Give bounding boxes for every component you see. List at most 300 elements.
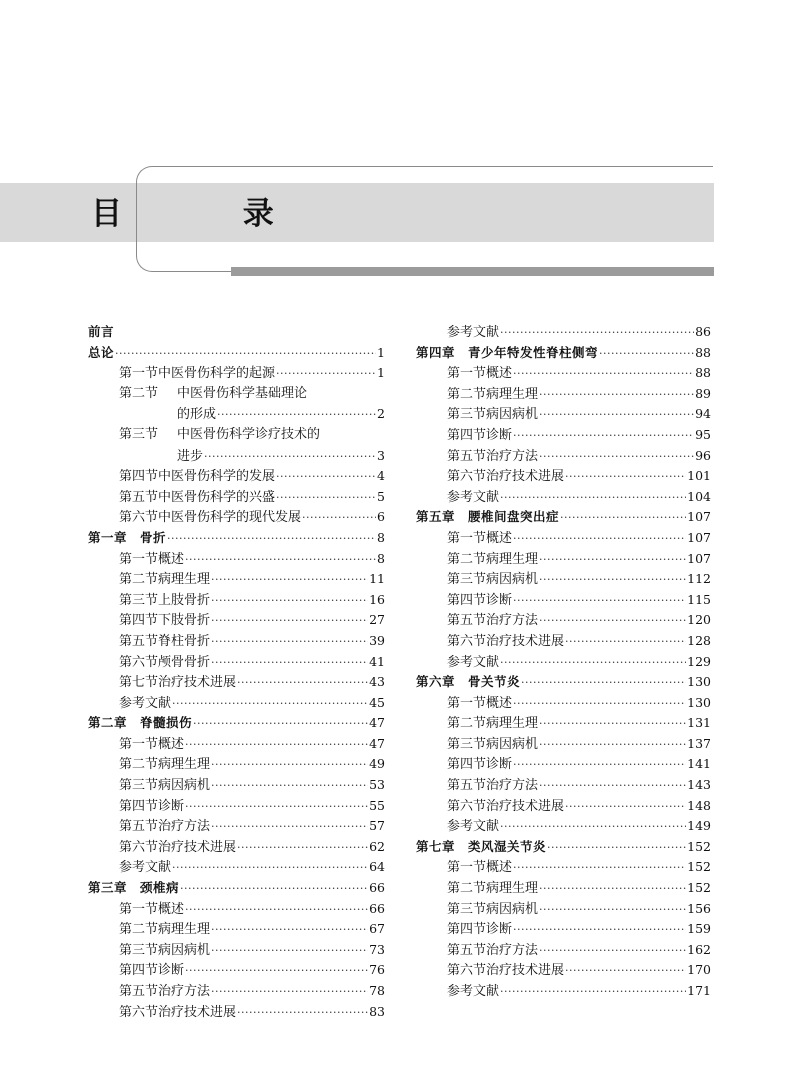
toc-page-number: 107 xyxy=(687,550,711,566)
toc-section[interactable] xyxy=(88,507,385,528)
dot-leader xyxy=(513,920,686,941)
toc-section-number: 第二节 xyxy=(119,572,159,588)
toc-page-number: 128 xyxy=(687,632,711,648)
toc-entry-title: 中医骨伤科学的兴盛 xyxy=(158,489,276,505)
toc-page-number: 107 xyxy=(687,509,711,525)
toc-entry-title: 治疗方法 xyxy=(486,942,539,958)
toc-entry-title: 下肢骨折 xyxy=(158,613,211,629)
dot-leader xyxy=(513,755,686,776)
toc-entry-title: 诊断 xyxy=(486,427,513,443)
dot-leader xyxy=(211,982,368,1003)
toc-section-number: 第五节 xyxy=(447,613,487,629)
toc-entry-title: 治疗技术进展 xyxy=(158,675,237,691)
toc-chapter[interactable] xyxy=(88,713,385,734)
toc-section[interactable] xyxy=(88,734,385,755)
toc-page-number: 120 xyxy=(687,612,711,628)
dot-leader xyxy=(211,632,368,653)
toc-entry-title: 中医骨伤科学的现代发展 xyxy=(158,510,302,526)
toc-page-number: 171 xyxy=(687,983,711,998)
toc-entry-title: 病理生理 xyxy=(158,757,211,773)
toc-chapter[interactable] xyxy=(88,343,385,364)
toc-chapter[interactable] xyxy=(416,672,711,693)
toc-entry-title: 第二章 脊髓损伤 xyxy=(88,715,193,731)
toc-section[interactable] xyxy=(416,857,711,878)
dot-leader xyxy=(513,529,686,550)
toc-section[interactable] xyxy=(416,569,711,590)
dot-leader xyxy=(513,426,694,447)
toc-page-number: 162 xyxy=(687,941,711,957)
toc-section[interactable] xyxy=(88,672,385,693)
dot-leader xyxy=(539,735,686,756)
dot-leader xyxy=(539,900,686,921)
toc-entry-title: 病理生理 xyxy=(158,572,211,588)
toc-page-number: 104 xyxy=(687,488,711,504)
toc-page-number: 88 xyxy=(695,344,711,360)
toc-page-number: 1 xyxy=(377,344,385,360)
toc-page-number: 129 xyxy=(687,653,711,669)
toc-entry-title: 治疗方法 xyxy=(486,613,539,629)
toc-page-number: 101 xyxy=(687,468,711,484)
toc-entry-title: 治疗技术进展 xyxy=(158,839,237,855)
toc-page-number: 62 xyxy=(369,838,385,854)
dot-leader xyxy=(500,653,686,674)
toc-entry-title: 的形成 xyxy=(177,407,217,423)
toc-section-number: 第三节 xyxy=(447,736,487,752)
toc-entry-title: 治疗技术进展 xyxy=(486,798,565,814)
toc-section-number: 第二节 xyxy=(119,757,159,773)
toc-page-number: 16 xyxy=(369,591,385,607)
toc-chapter[interactable] xyxy=(88,878,385,899)
toc-entry-title: 参考文献 xyxy=(447,654,500,670)
dot-leader xyxy=(539,879,686,900)
toc-entry-title: 脊柱骨折 xyxy=(158,633,211,649)
toc-entry-title: 病理生理 xyxy=(486,551,539,567)
toc-section-number: 第三节 xyxy=(447,407,487,423)
dot-leader xyxy=(180,879,368,900)
toc-entry-title: 治疗技术进展 xyxy=(486,633,565,649)
toc-left-column xyxy=(88,322,385,1022)
toc-entry-continuation[interactable] xyxy=(88,404,385,425)
toc-page-number: 130 xyxy=(687,674,711,690)
toc-entry-title: 总论 xyxy=(88,344,115,360)
toc-section[interactable] xyxy=(416,363,711,384)
toc-entry-title: 病因病机 xyxy=(158,778,211,794)
toc-entry-title: 参考文献 xyxy=(119,695,172,711)
dot-leader xyxy=(513,858,686,879)
toc-page-number: 115 xyxy=(687,591,711,607)
toc-entry-title: 参考文献 xyxy=(447,489,500,505)
toc-page-number: 86 xyxy=(695,324,711,339)
dot-leader xyxy=(500,488,686,509)
toc-entry-title: 第四章 青少年特发性脊柱侧弯 xyxy=(416,344,599,360)
toc-references[interactable] xyxy=(416,652,711,673)
toc-section-number: 第二节 xyxy=(447,716,487,732)
toc-section[interactable] xyxy=(416,713,711,734)
dot-leader xyxy=(211,653,368,674)
toc-page-number: 89 xyxy=(695,385,711,401)
toc-section-number: 第六节 xyxy=(447,963,487,979)
toc-section[interactable] xyxy=(88,940,385,961)
dot-leader xyxy=(185,735,368,756)
toc-section-number: 第一节 xyxy=(119,551,159,567)
toc-section-number: 第一节 xyxy=(447,860,487,876)
toc-page-number: 41 xyxy=(369,653,385,669)
toc-page-number: 141 xyxy=(687,756,711,772)
toc-page-number: 156 xyxy=(687,900,711,916)
toc-page-number: 1 xyxy=(377,365,385,381)
dot-leader xyxy=(539,941,686,962)
toc-section[interactable] xyxy=(416,919,711,940)
dot-leader xyxy=(211,776,368,797)
toc-page-number: 76 xyxy=(369,962,385,978)
toc-section[interactable] xyxy=(416,899,711,920)
toc-section[interactable] xyxy=(88,384,385,405)
dot-leader xyxy=(276,467,376,488)
toc-section-number: 第三节 xyxy=(119,426,159,442)
toc-references[interactable] xyxy=(416,816,711,837)
toc-section-number: 第二节 xyxy=(119,922,159,938)
toc-section-number: 第一节 xyxy=(447,366,487,382)
toc-entry-title: 概述 xyxy=(158,901,185,917)
toc-section[interactable] xyxy=(416,528,711,549)
toc-section[interactable] xyxy=(416,734,711,755)
dot-leader xyxy=(115,344,376,365)
dot-leader xyxy=(539,550,686,571)
toc-page-number: 55 xyxy=(369,797,385,813)
toc-page-number: 66 xyxy=(369,880,385,896)
toc-entry-title: 参考文献 xyxy=(447,984,500,999)
toc-section[interactable] xyxy=(416,775,711,796)
toc-section[interactable] xyxy=(416,466,711,487)
toc-section[interactable] xyxy=(88,652,385,673)
toc-page-number: 47 xyxy=(369,735,385,751)
toc-page-number: 8 xyxy=(377,529,385,545)
toc-chapter[interactable] xyxy=(88,528,385,549)
toc-page-number: 45 xyxy=(369,694,385,710)
toc-entry-title: 治疗方法 xyxy=(486,778,539,794)
toc-section[interactable] xyxy=(88,960,385,981)
dot-leader xyxy=(211,611,368,632)
toc-section[interactable] xyxy=(88,466,385,487)
toc-section-number: 第四节 xyxy=(447,757,487,773)
toc-entry-title: 颅骨骨折 xyxy=(158,654,211,670)
toc-references[interactable] xyxy=(416,981,711,1002)
toc-page-number: 66 xyxy=(369,900,385,916)
toc-page-number: 73 xyxy=(369,941,385,957)
toc-entry-title: 概述 xyxy=(158,736,185,752)
toc-section[interactable] xyxy=(416,631,711,652)
toc-section-number: 第一节 xyxy=(119,366,159,382)
toc-section[interactable] xyxy=(88,775,385,796)
dot-leader xyxy=(599,344,694,365)
dot-leader xyxy=(513,364,694,385)
toc-section[interactable] xyxy=(88,610,385,631)
toc-entry-title: 病因病机 xyxy=(486,407,539,423)
toc-entry-title: 病理生理 xyxy=(486,386,539,402)
toc-section-number: 第六节 xyxy=(119,1004,159,1020)
toc-page-number: 152 xyxy=(687,880,711,896)
dot-leader xyxy=(539,405,694,426)
toc-page-number: 149 xyxy=(687,818,711,834)
toc-section-number: 第一节 xyxy=(119,736,159,752)
toc-section[interactable] xyxy=(416,796,711,817)
toc-section-number: 第二节 xyxy=(447,551,487,567)
toc-page-number: 83 xyxy=(369,1003,385,1019)
toc-section-number: 第二节 xyxy=(447,881,487,897)
dot-leader xyxy=(500,323,694,344)
dot-leader xyxy=(193,714,368,735)
toc-entry-title: 治疗方法 xyxy=(158,819,211,835)
toc-page-number: 152 xyxy=(687,838,711,854)
dot-leader xyxy=(539,385,694,406)
toc-section[interactable] xyxy=(88,754,385,775)
toc-section[interactable] xyxy=(88,590,385,611)
toc-entry-title: 诊断 xyxy=(158,963,185,979)
dot-leader xyxy=(302,508,376,529)
toc-page-number: 131 xyxy=(687,715,711,731)
toc-section-number: 第三节 xyxy=(447,901,487,917)
toc-page-number: 2 xyxy=(377,406,385,422)
dot-leader xyxy=(539,776,686,797)
toc-entry-title: 病因病机 xyxy=(486,736,539,752)
toc-section[interactable] xyxy=(88,569,385,590)
toc-page-number: 64 xyxy=(369,859,385,875)
toc-page-number: 137 xyxy=(687,735,711,751)
toc-section[interactable] xyxy=(88,796,385,817)
toc-entry-title: 病理生理 xyxy=(158,922,211,938)
toc-entry-title: 治疗方法 xyxy=(158,984,211,999)
toc-section-number: 第五节 xyxy=(119,819,159,835)
toc-entry-title: 治疗技术进展 xyxy=(486,469,565,485)
toc-entry-title: 参考文献 xyxy=(119,860,172,876)
toc-page-number: 143 xyxy=(687,777,711,793)
toc-entry-title: 第五章 腰椎间盘突出症 xyxy=(416,509,560,525)
toc-page-number: 4 xyxy=(377,468,385,484)
toc-entry-title: 第三章 颈椎病 xyxy=(88,880,180,896)
toc-entry-title: 病理生理 xyxy=(486,881,539,897)
toc-entry-title: 进步 xyxy=(177,448,204,464)
toc-page-number: 148 xyxy=(687,797,711,813)
toc-section-number: 第六节 xyxy=(119,510,159,526)
toc-section[interactable] xyxy=(416,940,711,961)
toc-section[interactable] xyxy=(416,878,711,899)
toc-entry-title: 概述 xyxy=(486,530,513,546)
toc-section-number: 第六节 xyxy=(119,839,159,855)
toc-page-number: 3 xyxy=(377,447,385,463)
toc-section[interactable] xyxy=(416,960,711,981)
toc-section-number: 第二节 xyxy=(119,385,159,401)
toc-entry-title: 第一章 骨折 xyxy=(88,529,167,545)
toc-entry-title: 概述 xyxy=(486,366,513,382)
toc-right-column xyxy=(416,322,711,1002)
toc-section-number: 第一节 xyxy=(447,695,487,711)
toc-section[interactable] xyxy=(416,425,711,446)
toc-references[interactable] xyxy=(416,487,711,508)
toc-references[interactable] xyxy=(88,857,385,878)
toc-entry-title: 上肢骨折 xyxy=(158,592,211,608)
toc-section[interactable] xyxy=(416,693,711,714)
toc-section-number: 第四节 xyxy=(119,469,159,485)
toc-section-number: 第七节 xyxy=(119,675,159,691)
toc-entry-title: 概述 xyxy=(486,860,513,876)
dot-leader xyxy=(500,817,686,838)
toc-section-number: 第四节 xyxy=(119,963,159,979)
toc-section-number: 第四节 xyxy=(447,427,487,443)
dot-leader xyxy=(539,611,686,632)
toc-section[interactable] xyxy=(88,1002,385,1023)
toc-entry-title: 治疗技术进展 xyxy=(158,1004,237,1020)
toc-page-number: 96 xyxy=(695,447,711,463)
toc-section-number: 第五节 xyxy=(447,778,487,794)
toc-section[interactable] xyxy=(416,549,711,570)
toc-section-number: 第四节 xyxy=(447,592,487,608)
toc-section-number: 第一节 xyxy=(447,530,487,546)
toc-section-number: 第五节 xyxy=(119,633,159,649)
dot-leader xyxy=(547,838,686,859)
toc-section[interactable] xyxy=(88,487,385,508)
toc-section[interactable] xyxy=(416,384,711,405)
dot-leader xyxy=(211,817,368,838)
toc-page-number: 43 xyxy=(369,674,385,690)
toc-page-number: 47 xyxy=(369,715,385,731)
dot-leader xyxy=(513,694,686,715)
toc-section-number: 第五节 xyxy=(119,984,159,999)
dot-leader xyxy=(539,570,686,591)
toc-section[interactable] xyxy=(88,549,385,570)
toc-section[interactable] xyxy=(416,610,711,631)
toc-entry-title: 参考文献 xyxy=(447,819,500,835)
toc-entry-title: 病因病机 xyxy=(486,572,539,588)
toc-section-number: 第四节 xyxy=(447,922,487,938)
toc-chapter[interactable] xyxy=(416,837,711,858)
dot-leader xyxy=(560,508,686,529)
dot-leader xyxy=(204,447,376,468)
toc-page-number: 170 xyxy=(687,962,711,978)
toc-references[interactable] xyxy=(88,693,385,714)
dot-leader xyxy=(237,673,368,694)
dot-leader xyxy=(276,364,376,385)
toc-entry-title: 中医骨伤科学的起源 xyxy=(158,366,276,382)
toc-chapter[interactable] xyxy=(416,507,711,528)
dot-leader xyxy=(167,529,376,550)
toc-section-number: 第一节 xyxy=(119,901,159,917)
toc-entry-title: 中医骨伤科学诊疗技术的 xyxy=(177,426,321,442)
toc-page-number: 130 xyxy=(687,694,711,710)
toc-entry-title: 病因病机 xyxy=(486,901,539,917)
dot-leader xyxy=(565,467,686,488)
toc-entry-title: 诊断 xyxy=(486,922,513,938)
dot-leader xyxy=(276,488,376,509)
dot-leader xyxy=(211,591,368,612)
dot-leader xyxy=(217,405,376,426)
toc-section[interactable] xyxy=(416,754,711,775)
toc-section-number: 第六节 xyxy=(447,469,487,485)
toc-entry-title: 中医骨伤科学的发展 xyxy=(158,469,276,485)
toc-page-number: 39 xyxy=(369,632,385,648)
toc-section-number: 第六节 xyxy=(447,798,487,814)
toc-section-number: 第五节 xyxy=(119,489,159,505)
toc-section[interactable] xyxy=(88,919,385,940)
toc-section-number: 第六节 xyxy=(119,654,159,670)
toc-entry-title: 概述 xyxy=(158,551,185,567)
toc-chapter[interactable] xyxy=(416,343,711,364)
toc-entry-title: 病因病机 xyxy=(158,942,211,958)
toc-page-number: 107 xyxy=(687,529,711,545)
toc-entry-title: 治疗方法 xyxy=(486,448,539,464)
toc-section-number: 第三节 xyxy=(119,778,159,794)
toc-entry-title: 第七章 类风湿关节炎 xyxy=(416,838,547,854)
dot-leader xyxy=(185,961,368,982)
toc-section[interactable] xyxy=(416,590,711,611)
dot-leader xyxy=(565,797,686,818)
dot-leader xyxy=(185,550,376,571)
toc-page-number: 57 xyxy=(369,818,385,834)
dot-leader xyxy=(211,755,368,776)
toc-section[interactable] xyxy=(88,425,385,446)
toc-page-number: 112 xyxy=(687,571,711,587)
toc-page-number: 94 xyxy=(695,406,711,422)
toc-entry-continuation[interactable] xyxy=(88,446,385,467)
toc-page-number: 78 xyxy=(369,983,385,998)
toc-section-number: 第六节 xyxy=(447,633,487,649)
dot-leader xyxy=(500,982,686,1003)
toc-entry-title: 概述 xyxy=(486,695,513,711)
toc-section-number: 第四节 xyxy=(119,798,159,814)
dot-leader xyxy=(185,900,368,921)
dot-leader xyxy=(172,694,368,715)
toc-section[interactable] xyxy=(88,816,385,837)
toc-section-number: 第三节 xyxy=(119,942,159,958)
toc-section[interactable] xyxy=(88,899,385,920)
toc-section[interactable] xyxy=(416,446,711,467)
toc-section[interactable] xyxy=(88,837,385,858)
dot-leader xyxy=(185,797,368,818)
page-title: 目 录 xyxy=(91,196,329,232)
toc-section[interactable] xyxy=(88,363,385,384)
toc-chapter[interactable] xyxy=(88,322,385,343)
toc-entry-title: 诊断 xyxy=(486,757,513,773)
toc-section-number: 第三节 xyxy=(447,572,487,588)
dot-leader xyxy=(539,447,694,468)
dot-leader xyxy=(521,673,686,694)
toc-page-number: 5 xyxy=(377,488,385,504)
toc-page-number: 8 xyxy=(377,550,385,566)
toc-section[interactable] xyxy=(88,981,385,1002)
toc-entry-title: 参考文献 xyxy=(447,325,500,340)
toc-page-number: 152 xyxy=(687,859,711,875)
toc-entry-title: 诊断 xyxy=(158,798,185,814)
toc-page-number: 159 xyxy=(687,921,711,937)
toc-section-number: 第四节 xyxy=(119,613,159,629)
toc-section-number: 第五节 xyxy=(447,942,487,958)
toc-entry-title: 第六章 骨关节炎 xyxy=(416,674,521,690)
toc-page-number: 6 xyxy=(377,509,385,525)
toc-page-number: 49 xyxy=(369,756,385,772)
toc-section[interactable] xyxy=(88,631,385,652)
toc-entry-title: 病理生理 xyxy=(486,716,539,732)
toc-page-number: 67 xyxy=(369,921,385,937)
toc-section[interactable] xyxy=(416,404,711,425)
toc-references[interactable] xyxy=(416,322,711,343)
toc-entry-title: 中医骨伤科学基础理论 xyxy=(177,385,308,401)
toc-entry-title: 诊断 xyxy=(486,592,513,608)
dot-leader xyxy=(172,858,368,879)
toc-section-number: 第二节 xyxy=(447,386,487,402)
header-accent-bar xyxy=(231,267,714,276)
dot-leader xyxy=(237,1003,368,1024)
dot-leader xyxy=(211,941,368,962)
toc-page-number: 27 xyxy=(369,612,385,628)
